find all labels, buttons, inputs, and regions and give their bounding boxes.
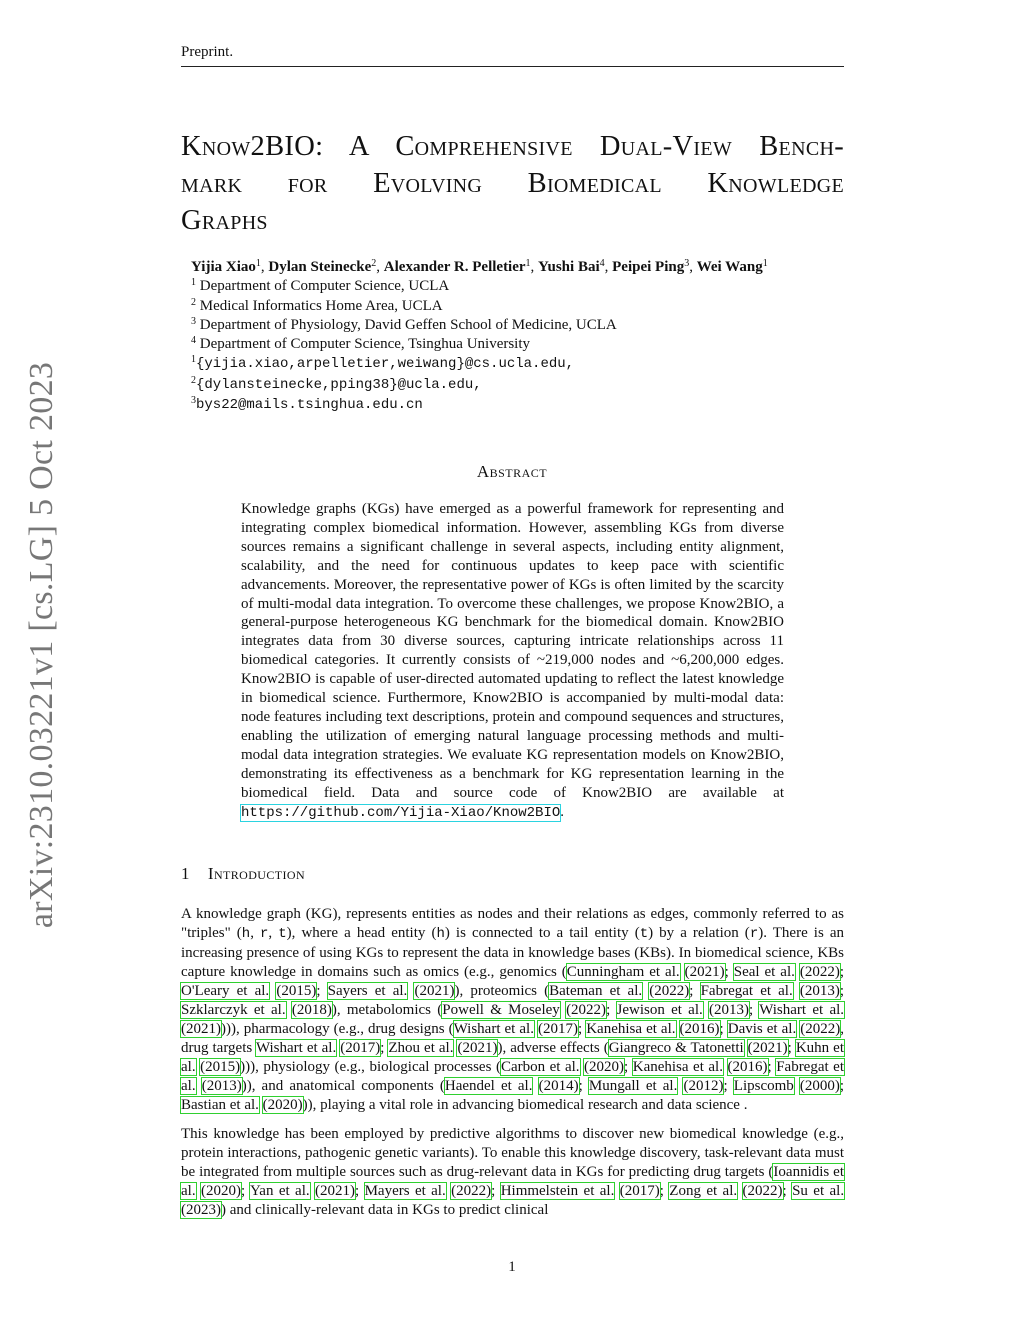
introduction-text	[181, 905, 844, 1230]
author-block	[191, 258, 851, 415]
affiliation-2: $^2$ Medical Informatics Home Area, UCLA	[191, 296, 443, 314]
intro-paragraph-2: This knowledge has been employed by predictive algorithms to discover new biomedical knowledge (e.g., protein interactions, pathogenic genetic variants). To enable this knowledge discovery, task-relevant data must be integrated from multiple sources such as drug-relevant data in KGs for predicting drug targets (Ioannidis et al. (2020); Yan et al. (2021); Mayers et al. (2022); Himmelstein et al. (2017); Zong et al. (2022); Su et al. (2023)) and clinically-relevant data in KGs to predict clinical	[181, 1126, 845, 1218]
header-rule	[181, 66, 844, 67]
title-line-3: Graphs	[181, 205, 268, 236]
email-2: $^2${dylansteinecke,pping38}@ucla.edu,	[191, 374, 482, 393]
affiliation-4: $^4$ Department of Computer Science, Tsinghua University	[191, 335, 531, 353]
title-line-2: mark for Evolving Biomedical Knowledge	[181, 168, 844, 199]
running-header: Preprint.	[181, 44, 234, 60]
arxiv-stamp	[14, 361, 70, 929]
section-heading-introduction: 1 Introduction	[181, 864, 306, 883]
paper-title	[181, 128, 844, 239]
github-link[interactable]: https://github.com/Yijia-Xiao/Know2BIO	[241, 804, 561, 821]
abstract-heading: Abstract	[476, 462, 548, 481]
affiliation-3: $^3$ Department of Physiology, David Geffen School of Medicine, UCLA	[191, 315, 617, 333]
email-1: $^1${yijia.xiao,arpelletier,weiwang}@cs.ucla.edu,	[191, 354, 575, 373]
intro-paragraph-1: A knowledge graph (KG), represents entities as nodes and their relations as edges, commonly referred to as "triples" (h, r, t), where a head entity (h) is connected to a tail entity (t) by a relation (r). There is an increasing presence of using KGs to represent the data in knowledge bases (KBs). In biomedical science, KBs capture knowledge in domains such as omics (e.g., genomics (Cunningham et al. (2021); Seal et al. (2022); O'Leary et al. (2015); Sayers et al. (2021)), proteomics (Bateman et al. (2022); Fabregat et al. (2013); Szklarczyk et al. (2018)), metabolomics (Powell & Moseley (2022); Jewison et al. (2013); Wishart et al. (2021)))), pharmacology (e.g., drug designs (Wishart et al. (2017); Kanehisa et al. (2016); Davis et al. (2022), drug targets Wishart et al. (2017); Zhou et al. (2021)), adverse effects (Giangreco & Tatonetti (2021); Kuhn et al. (2015)))), physiology (e.g., biological processes (Carbon et al. (2020); Kanehisa et al. (2016); Fabregat et al. (2013))), and anatomical components (Haendel et al. (2014); Mungall et al. (2012); Lipscomb (2000); Bastian et al. (2020))), playing a vital role in advancing biomedical research and data science .	[181, 906, 845, 1113]
abstract-body: Knowledge graphs (KGs) have emerged as a powerful framework for representing and integrating complex biomedical information. However, assembling KGs from diverse sources remains a significant challenge in several aspects, including entity alignment, scalability, and the need for continuous updates to keep pace with scientific advancements. Moreover, the representative power of KGs is often limited by the scarcity of multi-modal data integration. To overcome these challenges, we propose Know2BIO, a general-purpose heterogeneous KG benchmark for the biomedical domain. Know2BIO integrates data from 30 diverse sources, capturing intricate relationships across 11 biomedical categories. It currently consists of ~219,000 nodes and ~6,200,000 edges. Know2BIO is capable of user-directed automated updating to reflect the latest knowledge in biomedical science. Furthermore, Know2BIO is accompanied by multi-modal data: node features including text descriptions, protein and compound sequences and structures, enabling the utilization of emerging natural language processing methods and multi-modal data integration strategies. We evaluate KG representation models on Know2BIO, demonstrating its effectiveness as a benchmark for KG representation learning in the biomedical field. Data and source code of Know2BIO are available at https://github.com/Yijia-Xiao/Know2BIO.	[241, 501, 784, 821]
title-line-1: Know2BIO: A Comprehensive Dual-View Bench-	[181, 131, 844, 162]
email-3: $^3$bys22@mails.tsinghua.edu.cn	[191, 395, 423, 414]
affiliation-1: $^1$ Department of Computer Science, UCLA	[191, 277, 450, 295]
page-number: 1	[508, 1259, 516, 1275]
author-list: Yijia Xiao$^1$, Dylan Steinecke$^2$, Alexander R. Pelletier$^1$, Yushi Bai$^4$, Peipei Ping$^3$, Wei Wang$^1$	[191, 258, 768, 275]
arxiv-stamp-text: arXiv:2310.03221v1 [cs.LG] 5 Oct 2023	[23, 361, 60, 929]
citation[interactable]: Cunningham et al.	[566, 964, 680, 980]
